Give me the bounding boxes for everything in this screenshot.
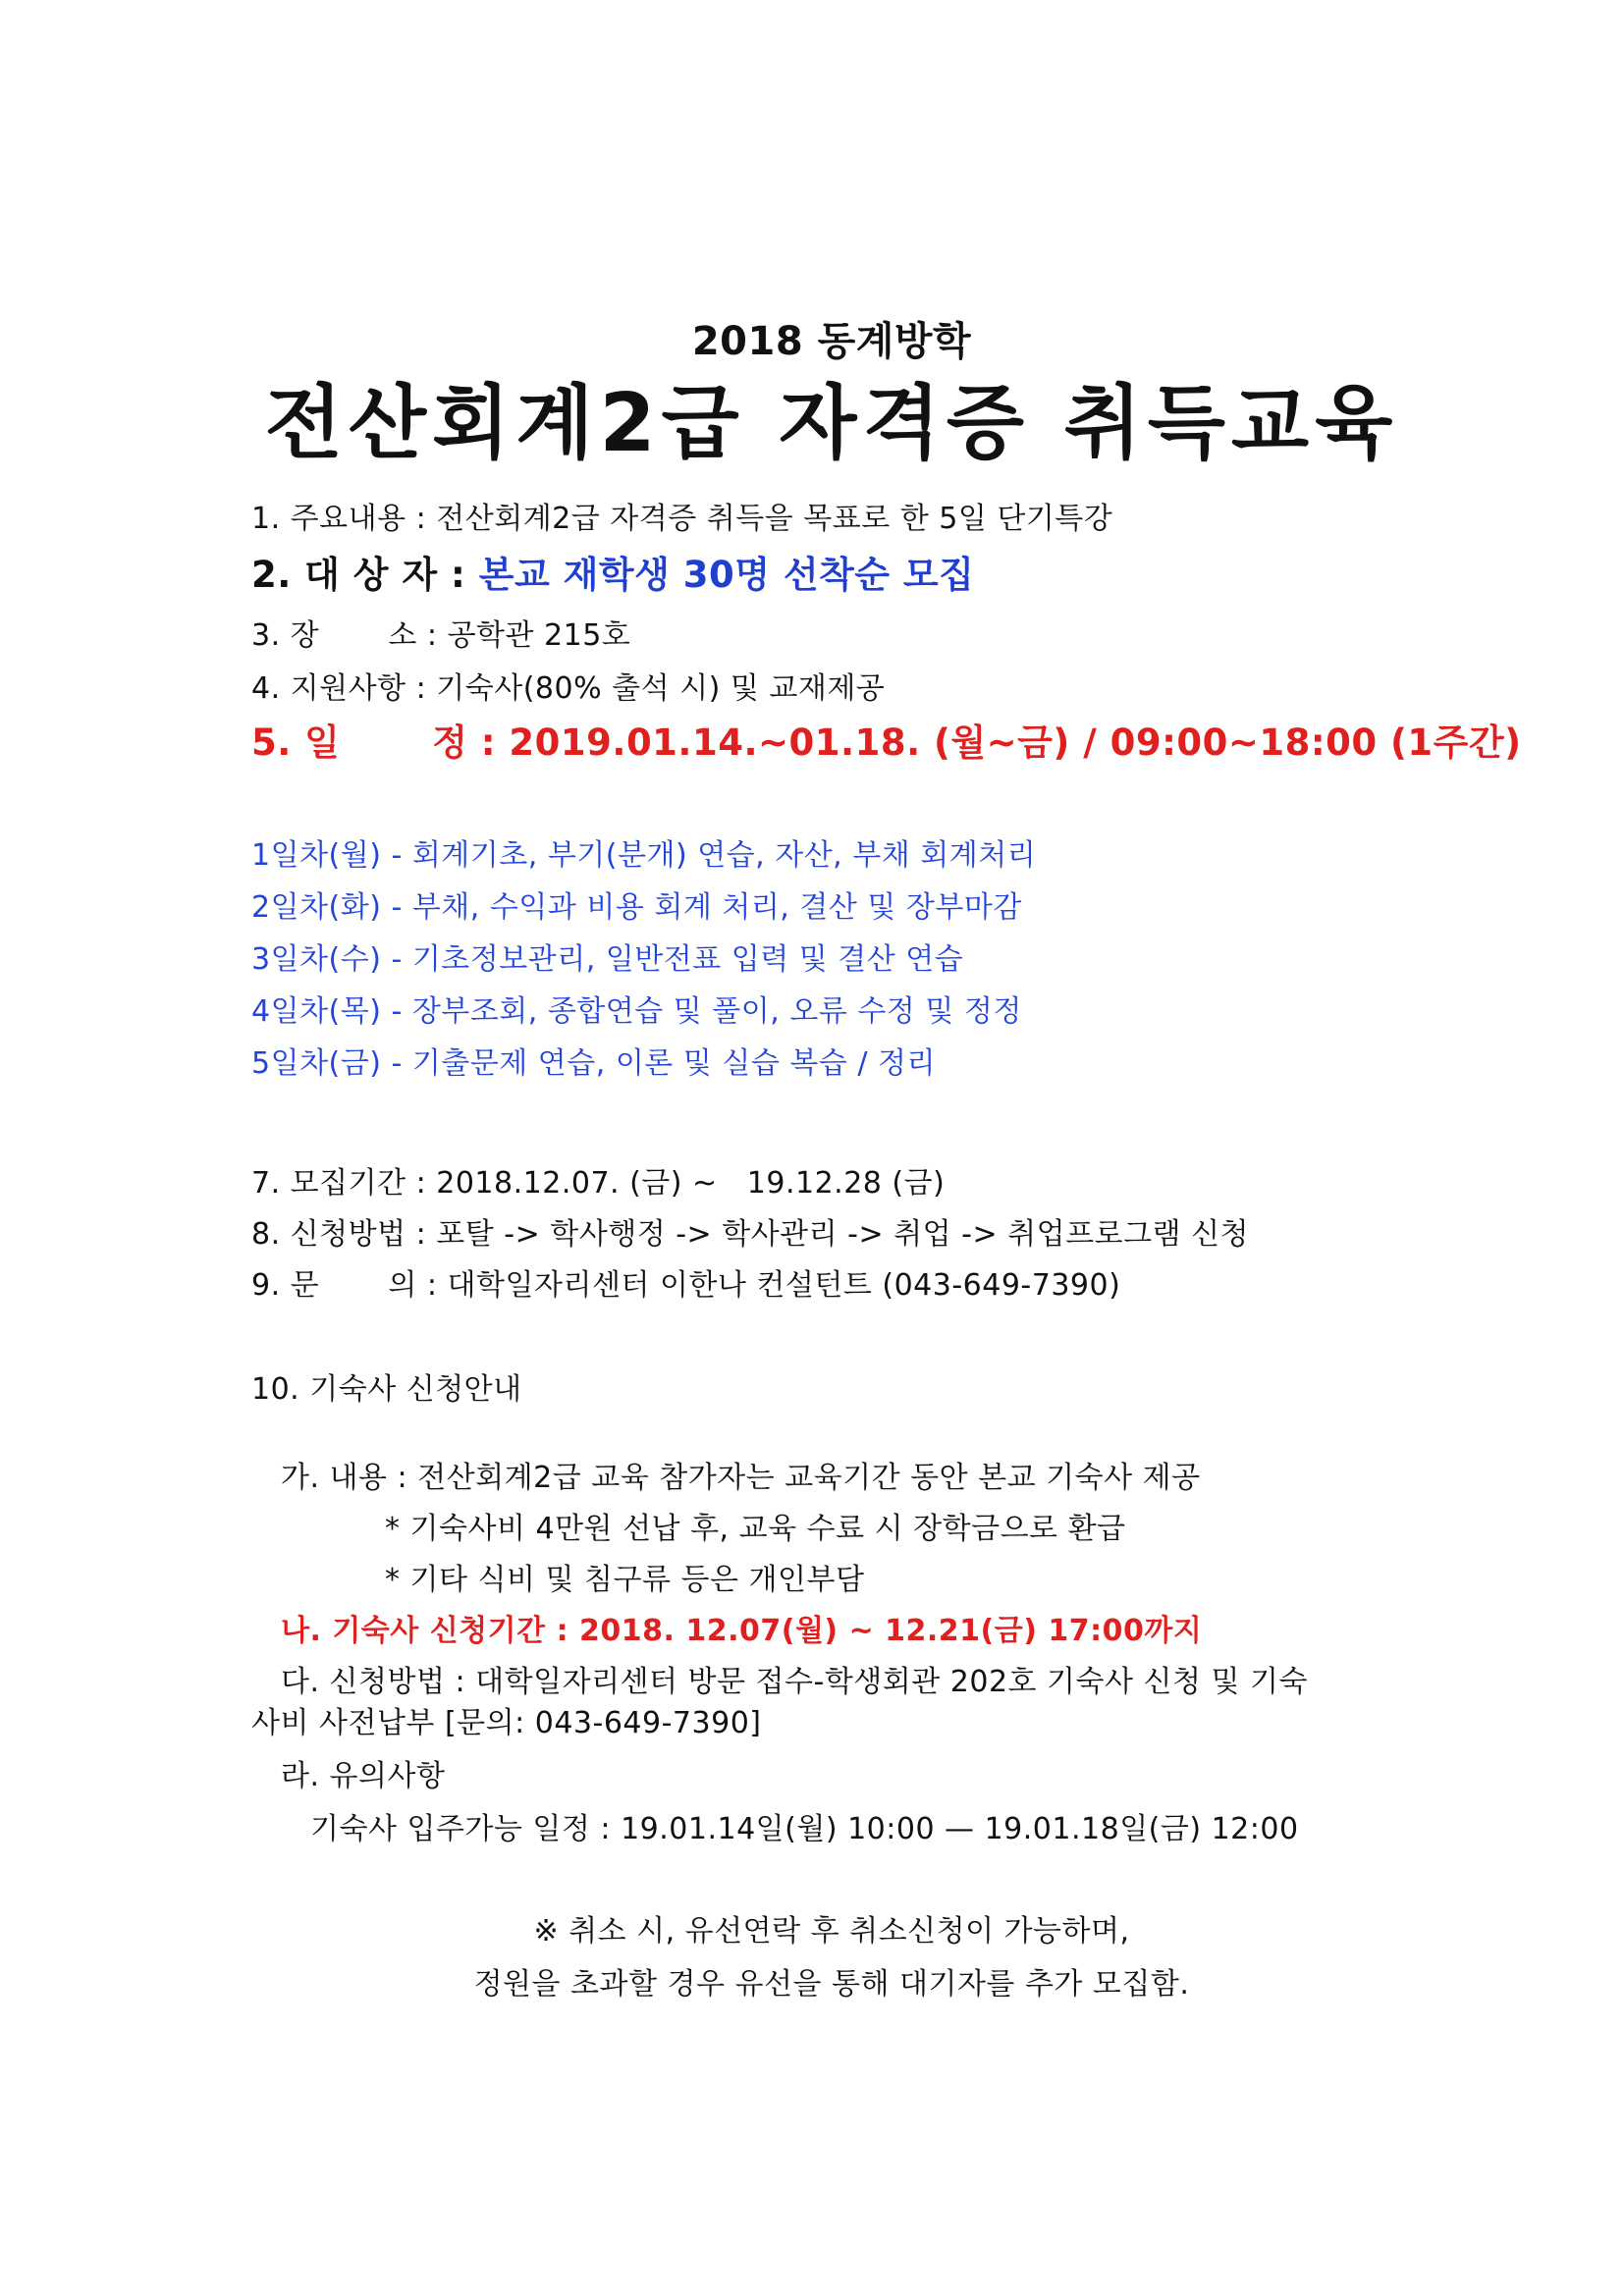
subtitle: 2018 동계방학 — [691, 319, 972, 364]
item-label: 3. 장 소 : — [251, 618, 448, 653]
item-apply-method: 8. 신청방법 : 포탈 -> 학사행정 -> 학사관리 -> 취업 -> 취업프로그램 신청 — [251, 1217, 1250, 1252]
item-value: 전산회계2급 자격증 취득을 목표로 한 5일 단기특강 — [436, 502, 1113, 536]
dorm-ra: 라. 유의사항 — [281, 1759, 446, 1793]
schedule-day-4: 4일차(목) - 장부조회, 종합연습 및 풀이, 오류 수정 및 정정 — [251, 994, 1022, 1029]
dorm-da-line-1: 다. 신청방법 : 대학일자리센터 방문 접수-학생회관 202호 기숙사 신청 및 기숙 — [281, 1665, 1309, 1699]
schedule-day-5: 5일차(금) - 기출문제 연습, 이론 및 실습 복습 / 정리 — [251, 1046, 936, 1081]
item-label: 1. 주요내용 : — [251, 502, 437, 536]
footer-note-1: ※ 취소 시, 유선연락 후 취소신청이 가능하며, — [533, 1914, 1130, 1949]
item-label: 4. 지원사항 : — [251, 671, 437, 706]
dorm-ga-note-1: * 기숙사비 4만원 선납 후, 교육 수료 시 장학금으로 환급 — [385, 1512, 1126, 1546]
item-value: 본교 재학생 30명 선착순 모집 — [478, 554, 975, 596]
item-target — [251, 545, 974, 598]
schedule-day-2: 2일차(화) - 부채, 수익과 비용 회계 처리, 결산 및 장부마감 — [251, 890, 1022, 925]
item-value: 공학관 215호 — [447, 618, 631, 653]
item-label: 5. 일 정 : — [251, 721, 510, 764]
item-recruit-period: 7. 모집기간 : 2018.12.07. (금) ~ 19.12.28 (금) — [251, 1166, 946, 1201]
page-title: 전산회계2급 자격증 취득교육 — [264, 377, 1399, 470]
item-main-content — [251, 494, 1112, 537]
schedule-day-1: 1일차(월) - 회계기초, 부기(분개) 연습, 자산, 부채 회계처리 — [251, 838, 1037, 873]
item-place — [251, 611, 630, 654]
dorm-da-line-2: 사비 사전납부 [문의: 043-649-7390] — [251, 1706, 762, 1740]
item-schedule-date — [251, 713, 1522, 766]
item-value: 기숙사(80% 출석 시) 및 교재제공 — [436, 671, 886, 706]
item-support — [251, 664, 885, 707]
schedule-day-3: 3일차(수) - 기초정보관리, 일반전표 입력 및 결산 연습 — [251, 942, 964, 977]
dorm-ra-text: 기숙사 입주가능 일정 : 19.01.14일(월) 10:00 — 19.01.18일(금) 12:00 — [310, 1812, 1299, 1846]
dorm-ga: 가. 내용 : 전산회계2급 교육 참가자는 교육기간 동안 본교 기숙사 제공 — [281, 1461, 1201, 1495]
dorm-ga-note-2: * 기타 식비 및 침구류 등은 개인부담 — [385, 1563, 865, 1597]
item-label: 2. 대 상 자 : — [251, 554, 479, 596]
footer-note-2: 정원을 초과할 경우 유선을 통해 대기자를 추가 모집함. — [473, 1967, 1190, 2002]
item-value: 2019.01.14.~01.18. (월~금) / 09:00~18:00 (1주간) — [509, 721, 1522, 764]
dorm-na: 나. 기숙사 신청기간 : 2018. 12.07(월) ~ 12.21(금) 17:00까지 — [281, 1614, 1203, 1648]
dorm-heading: 10. 기숙사 신청안내 — [251, 1372, 522, 1407]
item-contact: 9. 문 의 : 대학일자리센터 이한나 컨설턴트 (043-649-7390) — [251, 1268, 1121, 1303]
